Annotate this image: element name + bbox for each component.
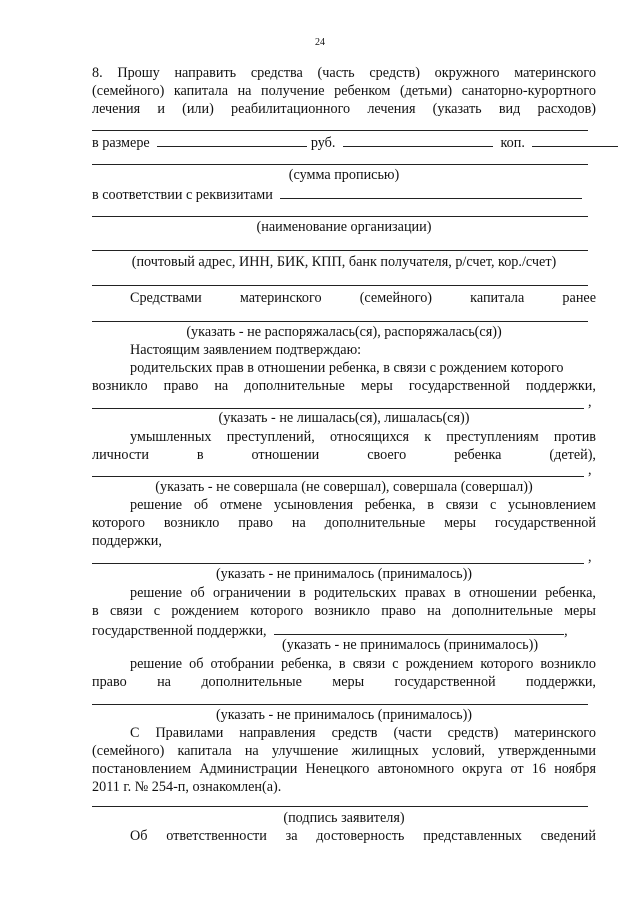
restriction-comma: , [564, 623, 568, 639]
word: средств) [447, 725, 499, 741]
rub-label: руб. [310, 135, 336, 151]
word: дополнительные [452, 603, 553, 619]
crimes-comma: , [588, 462, 592, 478]
amount-words-hint: (сумма прописью) [288, 167, 400, 183]
crimes-line1 [92, 428, 596, 446]
word: за [285, 828, 298, 844]
word: ребенка, [545, 585, 596, 601]
word: решение [130, 497, 183, 513]
item8-line3 [92, 100, 596, 118]
removal-line2 [92, 673, 596, 691]
requisites-field[interactable] [280, 184, 582, 199]
requisites-label: в соответствии с реквизитами [92, 187, 273, 203]
word: в [299, 585, 306, 601]
item8-line1 [92, 64, 596, 82]
word: государственной [394, 674, 496, 690]
word: связи [109, 603, 143, 619]
word: своего [367, 447, 407, 463]
word: на [237, 83, 252, 99]
word: ребенка, [364, 497, 416, 513]
word: право [163, 378, 199, 394]
word: Администрации [199, 761, 298, 777]
word: капитала [173, 83, 229, 99]
word: на [427, 603, 442, 619]
amount-rub-field[interactable] [157, 132, 307, 147]
word: на [291, 515, 306, 531]
word: реабилитационного [231, 101, 351, 117]
word: к [424, 429, 432, 445]
word: материнского [239, 290, 322, 306]
word: возникло [314, 603, 370, 619]
restriction-line3-text: государственной поддержки, [92, 623, 267, 639]
word: решение [130, 656, 183, 672]
word: ноября [554, 761, 596, 777]
word: и [157, 101, 165, 117]
rights-comma: , [588, 394, 592, 410]
word: 8. [92, 65, 103, 81]
word: правах [404, 585, 446, 601]
requisites-line [92, 184, 596, 204]
crimes-field[interactable] [92, 476, 584, 477]
adoption-comma: , [588, 549, 592, 565]
removal-line1 [92, 655, 596, 673]
word: средства [250, 65, 303, 81]
word: рождением [405, 656, 474, 672]
address-hint: (почтовый адрес, ИНН, БИК, КПП, банк получателя, р/счет, кор./счет) [131, 254, 557, 270]
word: Прошу [117, 65, 160, 81]
adoption-line2 [92, 514, 596, 532]
rules-line2 [92, 742, 596, 760]
word: представленных [423, 828, 522, 844]
word: (детьми) [399, 83, 453, 99]
word: на [157, 674, 171, 690]
rules-line3 [92, 760, 596, 778]
word: в [92, 603, 99, 619]
word: дополнительные [201, 674, 302, 690]
capital-hint: (указать - не распоряжалась(ся), распоряжалась(ся)) [186, 324, 502, 340]
address-field-2[interactable] [92, 285, 588, 286]
rules-line4: 2011 г. № 254-п, ознакомлен(а). [92, 779, 282, 795]
word: вид [498, 101, 521, 117]
removal-field[interactable] [92, 704, 588, 705]
word: об [189, 656, 204, 672]
word: ребенком [334, 83, 391, 99]
word: усыновлением [507, 497, 596, 513]
word: рождением [171, 603, 239, 619]
word: на [244, 743, 259, 759]
word: условий, [431, 743, 485, 759]
word: поддержки, [526, 674, 596, 690]
organization-field[interactable] [92, 216, 588, 217]
word: относящихся [329, 429, 409, 445]
word: с [392, 656, 399, 672]
word: ограничении [213, 585, 291, 601]
word: отношении [251, 447, 320, 463]
word: связи [352, 656, 386, 672]
word: меры [564, 603, 596, 619]
word: (указать [432, 101, 482, 117]
word: Средствами [130, 290, 202, 306]
word: лечения [367, 101, 416, 117]
responsibility-line1 [92, 827, 596, 845]
word: преступлений, [226, 429, 315, 445]
word: лечения [92, 101, 141, 117]
word: связи [445, 497, 479, 513]
word: в [196, 447, 204, 463]
word: личности [92, 447, 149, 463]
word: (часть [317, 65, 355, 81]
page-number: 24 [315, 37, 325, 48]
word: улучшение [271, 743, 339, 759]
word: отношении [469, 585, 537, 601]
word: умышленных [130, 429, 212, 445]
capital-line [92, 289, 596, 307]
word: дополнительные [324, 515, 426, 531]
crimes-hint: (указать - не совершала (не совершал), совершала (совершал)) [155, 479, 533, 495]
word: окружного [434, 65, 500, 81]
word: направления [239, 725, 316, 741]
word: усыновления [273, 497, 354, 513]
word: возникло [92, 378, 148, 394]
word: средств [331, 725, 378, 741]
restriction-hint: (указать - не принималось (принималось)) [282, 637, 539, 653]
word: автономного [377, 761, 454, 777]
rights-line2 [92, 377, 596, 395]
word: (семейного) [359, 290, 433, 306]
confirm-intro: Настоящим заявлением подтверждаю: [130, 342, 362, 358]
word: с [489, 497, 497, 513]
crimes-line2 [92, 446, 596, 464]
word: ребенка [454, 447, 502, 463]
word: государственной [408, 378, 510, 394]
word: расходов) [537, 101, 596, 117]
adoption-field[interactable] [92, 563, 584, 564]
adoption-hint: (указать - не принималось (принималось)) [215, 566, 473, 582]
word: 16 [531, 761, 546, 777]
amount-kop-field-spacer[interactable] [343, 132, 493, 147]
restriction-line1 [92, 584, 596, 602]
word: Правилами [155, 725, 224, 741]
word: государственной [494, 515, 596, 531]
word: на [214, 378, 229, 394]
word: в [427, 497, 434, 513]
word: капитала [470, 290, 525, 306]
word: против [553, 429, 596, 445]
word: (детей), [549, 447, 596, 463]
word: средств) [369, 65, 420, 81]
word: поддержки, [526, 378, 596, 394]
word: право [238, 515, 273, 531]
word: материнского [514, 65, 596, 81]
word: Ненецкого [305, 761, 370, 777]
signature-hint: (подпись заявителя) [283, 810, 405, 826]
expense-type-field[interactable] [92, 130, 588, 131]
word: материнского [514, 725, 596, 741]
word: получение [260, 83, 325, 99]
adoption-line3: поддержки, [92, 533, 162, 549]
word: родительских [314, 585, 397, 601]
word: сведений [540, 828, 596, 844]
word: ребенка, [281, 656, 332, 672]
word: меры [444, 515, 476, 531]
word: в [338, 656, 346, 672]
amount-words-field[interactable] [92, 164, 588, 165]
word: санаторно-курортного [461, 83, 596, 99]
word: направить [174, 65, 237, 81]
word: которого [480, 656, 534, 672]
word: С [130, 725, 140, 741]
word: (или) [182, 101, 214, 117]
word: отмене [219, 497, 263, 513]
word: отобрании [210, 656, 274, 672]
adoption-line1 [92, 496, 596, 514]
rights-line1: родительских прав в отношении ребенка, в связи с рождением которого [130, 360, 564, 376]
kop-label: коп. [500, 135, 525, 151]
item8-line2 [92, 82, 596, 100]
word: (семейного) [92, 743, 165, 759]
word: утвержденными [498, 743, 596, 759]
word: меры [332, 674, 365, 690]
word: достоверность [316, 828, 405, 844]
amount-kop-field[interactable] [532, 132, 618, 147]
word: Об [130, 828, 148, 844]
restriction-line2 [92, 602, 596, 620]
word: преступлениям [446, 429, 539, 445]
word: меры [360, 378, 393, 394]
capital-field[interactable] [92, 321, 588, 322]
restriction-field[interactable] [274, 620, 564, 635]
word: в [454, 585, 461, 601]
word: которого [92, 515, 145, 531]
rules-line1 [92, 724, 596, 742]
word: об [193, 497, 209, 513]
organization-hint: (наименование организации) [256, 219, 432, 235]
word: капитала [177, 743, 232, 759]
word: постановлением [92, 761, 192, 777]
word: возникло [163, 515, 220, 531]
word: с [153, 603, 161, 619]
amount-label: в размере [92, 135, 150, 151]
word: право [92, 674, 127, 690]
word: ответственности [166, 828, 267, 844]
word: которого [250, 603, 304, 619]
word: от [510, 761, 524, 777]
signature-field[interactable] [92, 806, 588, 807]
removal-hint: (указать - не принималось (принималось)) [215, 707, 473, 723]
word: (части [393, 725, 432, 741]
word: ранее [562, 290, 596, 306]
word: дополнительные [244, 378, 345, 394]
amount-line [92, 132, 596, 152]
word: возникло [540, 656, 596, 672]
word: решение [130, 585, 183, 601]
word: (семейного) [92, 83, 165, 99]
word: право [381, 603, 416, 619]
word: округа [462, 761, 503, 777]
rights-hint: (указать - не лишалась(ся), лишалась(ся)) [218, 410, 470, 426]
word: об [190, 585, 205, 601]
word: жилищных [351, 743, 419, 759]
address-field[interactable] [92, 250, 588, 251]
